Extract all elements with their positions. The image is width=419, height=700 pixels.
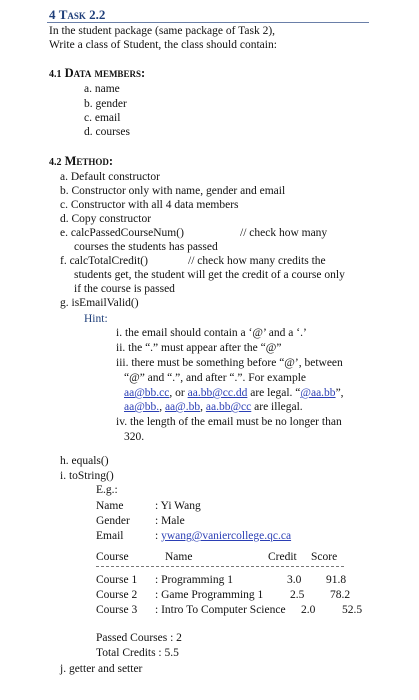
hint-label: Hint: [84, 313, 108, 325]
method-j: j. getter and setter [60, 663, 143, 675]
row-credit: 3.0 [287, 574, 302, 586]
hint-iii-line-2: “@” and “.”, and after “.”. For example [124, 372, 307, 384]
row-name: : Intro To Computer Science [155, 604, 286, 616]
example-text: , [159, 401, 163, 413]
section-number: 4.1 [49, 69, 62, 80]
task-heading [49, 8, 105, 21]
sample-email-colon: : [155, 530, 159, 542]
method-e: e. calcPassedCourseNum() [60, 227, 184, 239]
example-text: , [200, 401, 203, 413]
task-title: Task 2.2 [58, 7, 106, 22]
row-credit: 2.5 [290, 589, 305, 601]
hint-i: i. the email should contain a ‘@’ and a ‘.’ [116, 327, 307, 339]
method-h: h. equals() [60, 455, 109, 467]
sample-passed-courses: Passed Courses : 2 [96, 632, 182, 644]
sample-name-value: : Yi Wang [155, 500, 201, 512]
example-text: are illegal. [254, 401, 303, 413]
hint-iii-line-1: iii. there must be something before “@’, between [116, 357, 343, 369]
sample-email-link[interactable]: ywang@vaniercollege.qc.ca [161, 530, 292, 542]
example-line-2 [124, 402, 303, 414]
row-score: 78.2 [330, 589, 351, 601]
hint-ii: ii. the “.” must appear after the “@” [116, 342, 282, 354]
row-credit: 2.0 [301, 604, 316, 616]
method-f-comment: // check how many credits the [188, 255, 326, 267]
table-header-name: Name [165, 551, 193, 563]
method-c: c. Constructor with all 4 data members [60, 199, 239, 211]
example-email-link[interactable]: aa@bb.cc [124, 387, 170, 399]
hint-iv-line-1: iv. the length of the email must be no longer than [116, 416, 342, 428]
example-email-link[interactable]: aa.bb@cc [205, 401, 252, 413]
row-score: 52.5 [342, 604, 363, 616]
data-member-courses: d. courses [84, 126, 130, 138]
method-i: i. toString() [60, 470, 114, 482]
method-g: g. isEmailValid() [60, 297, 139, 309]
task-number: 4 [49, 7, 56, 22]
method-f-continued-1: students get, the student will get the credit of a course only [74, 269, 345, 281]
example-email-link[interactable]: aa@bb. [124, 401, 160, 413]
heading-rule [47, 22, 369, 23]
table-header-course: Course [96, 551, 129, 563]
row-course: Course 3 [96, 604, 138, 616]
table-header-credit: Credit [268, 551, 297, 563]
sample-email-label: Email [96, 530, 124, 542]
example-label: E.g.: [96, 484, 118, 496]
section-heading-method [49, 155, 113, 168]
hint-iv-line-2: 320. [124, 431, 145, 443]
sample-email-row [155, 531, 291, 543]
intro-line-2: Write a class of Student, the class should contain: [49, 39, 277, 51]
example-text: are legal. “ [250, 387, 301, 399]
method-e-comment: // check how many [240, 227, 328, 239]
table-divider [96, 566, 344, 567]
example-email-link[interactable]: @aa.bb [300, 387, 336, 399]
row-score: 91.8 [326, 574, 347, 586]
row-course: Course 2 [96, 589, 138, 601]
method-f-continued-2: if the course is passed [74, 283, 175, 295]
row-course: Course 1 [96, 574, 138, 586]
row-name: : Programming 1 [155, 574, 233, 586]
method-b: b. Constructor only with name, gender and email [60, 185, 286, 197]
table-header-score: Score [311, 551, 338, 563]
method-a: a. Default constructor [60, 171, 160, 183]
sample-gender-value: : Male [155, 515, 185, 527]
section-number: 4.2 [49, 157, 62, 168]
sample-gender-label: Gender [96, 515, 130, 527]
method-d: d. Copy constructor [60, 213, 152, 225]
example-email-link[interactable]: aa@.bb [164, 401, 201, 413]
sample-name-label: Name [96, 500, 124, 512]
data-member-email: c. email [84, 112, 121, 124]
example-email-link[interactable]: aa.bb@cc.dd [187, 387, 248, 399]
example-line-1 [124, 388, 344, 400]
row-name: : Game Programming 1 [155, 589, 264, 601]
example-text: , or [169, 387, 185, 399]
section-title: Method: [64, 154, 114, 168]
data-member-gender: b. gender [84, 98, 127, 110]
method-e-continued: courses the students has passed [74, 241, 218, 253]
method-f: f. calcTotalCredit() [60, 255, 148, 267]
section-title: Data members: [64, 66, 146, 80]
section-heading-data-members [49, 67, 145, 80]
data-member-name: a. name [84, 83, 120, 95]
example-text: ”, [335, 387, 344, 399]
intro-line-1: In the student package (same package of Task 2), [49, 25, 276, 37]
sample-total-credits: Total Credits : 5.5 [96, 647, 179, 659]
